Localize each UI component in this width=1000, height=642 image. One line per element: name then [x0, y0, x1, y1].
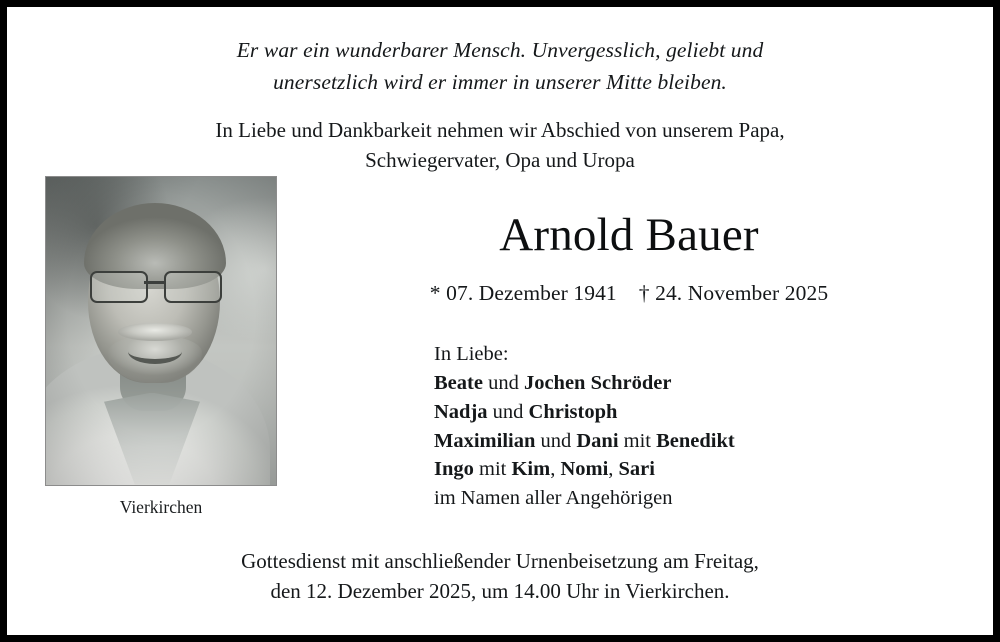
family-member: Maximilian [434, 429, 536, 452]
service-details [7, 546, 993, 607]
death-date: † 24. November 2025 [638, 281, 829, 306]
family-row-3 [434, 427, 824, 456]
deceased-name: Arnold Bauer [499, 208, 759, 261]
life-dates [289, 259, 969, 306]
family-member: Christoph [528, 400, 618, 423]
farewell-intro [7, 99, 993, 176]
family-member: Dani [576, 429, 619, 452]
family-conjunction: mit [473, 458, 512, 481]
photo-block [45, 176, 277, 518]
family-heading: In Liebe: [434, 343, 509, 366]
birth-date: * 07. Dezember 1941 [429, 281, 617, 306]
family-conjunction: und [535, 429, 577, 452]
family-separator: , [608, 458, 619, 481]
obituary-card [7, 7, 993, 635]
deceased-details [289, 176, 969, 513]
service-line-1: Gottesdienst mit anschließender Urnenbeisetzung am Freitag, [241, 548, 759, 573]
family-row-2 [434, 398, 824, 427]
portrait-photo [45, 176, 277, 486]
family-closing: im Namen aller Angehörigen [434, 486, 673, 509]
family-row-4 [434, 455, 824, 484]
photo-caption: Vierkirchen [119, 496, 203, 517]
family-list [434, 340, 824, 512]
intro-line-2: Schwiegervater, Opa und Uropa [365, 148, 635, 173]
family-conjunction: und [482, 372, 524, 395]
family-separator: , [550, 458, 561, 481]
family-row-1 [434, 369, 824, 398]
family-member: Nomi [560, 458, 609, 481]
family-conjunction: und [487, 400, 529, 423]
family-member: Nadja [434, 400, 488, 423]
photo-vignette [46, 177, 276, 485]
family-member: Beate [434, 372, 483, 395]
quote-line-2: unersetzlich wird er immer in unserer Mitte bleiben. [273, 69, 727, 94]
intro-line-1: In Liebe und Dankbarkeit nehmen wir Abschied von unserem Papa, [215, 117, 785, 142]
family-member: Sari [618, 458, 655, 481]
memorial-quote [7, 7, 993, 99]
quote-line-1: Er war ein wunderbarer Mensch. Unvergesslich, geliebt und [236, 38, 764, 62]
middle-section [7, 176, 993, 546]
family-member: Ingo [434, 458, 474, 481]
family-member: Jochen Schröder [523, 372, 672, 395]
family-member: Kim [511, 458, 551, 481]
family-conjunction: mit [618, 429, 657, 452]
family-member: Benedikt [656, 429, 735, 452]
service-line-2: den 12. Dezember 2025, um 14.00 Uhr in Vierkirchen. [270, 578, 730, 603]
